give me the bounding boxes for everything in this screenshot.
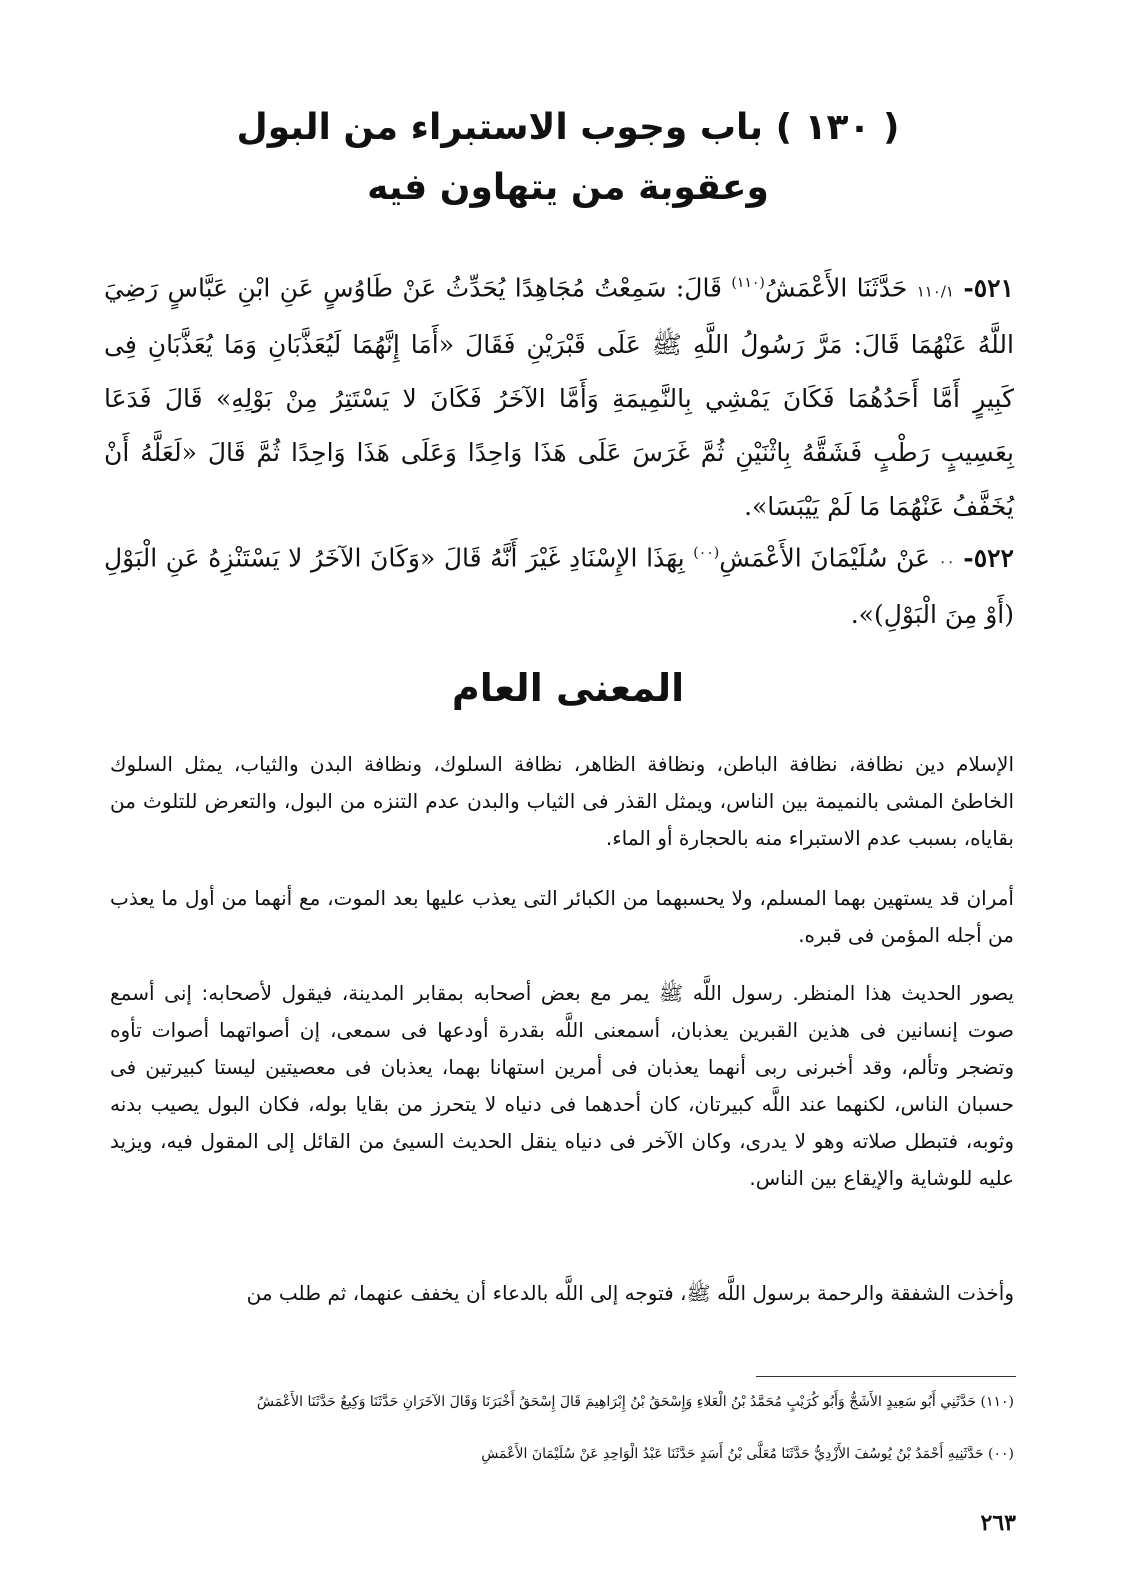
hadith-text: بِهَذَا الإِسْنَادِ غَيْرَ أَنَّهُ قَالَ «وَكَانَ الآخَرُ لا يَسْتَنْزِهُ عَنِ الْبَوْلِ (أَوْ مِنَ الْبَوْلِ)». (104, 543, 1014, 630)
footnote-00: (٠٠) حَدَّثَنِيهِ أَحْمَدُ بْنُ يُوسُفَ الأَزْدِيُّ حَدَّثَنَا مُعَلَّى بْنُ أَسَدٍ حَدَّثَنَا عَبْدُ الْوَاحِدِ عَنْ سُلَيْمَانَ الأَعْمَشِ (481, 1446, 1014, 1462)
chapter-title (90, 98, 1046, 218)
footnote-110: (١١٠) حَدَّثَنِي أَبُو سَعِيدٍ الأَشَجُّ وَأَبُو كُرَيْبٍ مُحَمَّدُ بْنُ الْعَلاءِ وَإِسْحَقُ بْنُ إِبْرَاهِيمَ قَالَ إِسْحَقُ أَخْبَرَنَا وَقَالَ الآخَرَانِ حَدَّثَنَا وَكِيعٌ حَدَّثَنَا الأَعْمَشُ (256, 1394, 1014, 1410)
page-number: ٢٦٣ (980, 1510, 1016, 1536)
paragraph-1: الإسلام دين نظافة، نظافة الباطن، ونظافة الظاهر، نظافة السلوك، ونظافة البدن والثياب، يمثل السلوك الخاطئ المشى بالنميمة بين الناس، ويمثل القذر فى الثياب والبدن عدم التنزه من البول، والتعرض للتلوث من بقاياه، بسبب عدم الاستبراء منه بالحجارة أو الماء. (110, 752, 1014, 850)
footnote-ref: (١١٠) (731, 275, 765, 291)
paragraph-3: يصور الحديث هذا المنظر. رسول اللَّه ﷺ يمر مع بعض أصحابه بمقابر المدينة، فيقول لأصحابه: إنى أسمع صوت إنسانين فى هذين القبرين يعذبان، أسمعنى اللَّه بقدرة أودعها فى سمعى، إن أصواتهما أصوات تأوه وتضجر وتألم، وقد أخبرنى ربى أنهما يعذبان فى أمرين استهانا بهما، يعذبان فى معصيتين ليستا كبيرتين فى حسبان الناس، لكنهما عند اللَّه كبيرتان، كان أحدهما فى دنياه لا يتحرز من بقايا بوله، فكان البول يصيب بدنه وثوبه، فتبطل صلاته وهو لا يدرى، وكان الآخر فى دنياه ينقل الحديث السيئ من القائل إلى المقول فيه، ويزيد عليه للوشاية والإيقاع بين الناس. (110, 981, 1014, 1190)
hadith-narrator: حَدَّثَنَا الأَعْمَشُ (764, 273, 908, 303)
paragraph-2: أمران قد يستهين بهما المسلم، ولا يحسبهما من الكبائر التى يعذب عليها بعد الموت، مع أنهما من أول ما يعذب من أجله المؤمن فى قبره. (110, 886, 1014, 947)
hadith-522 (104, 526, 1014, 642)
hadith-number: ٥٢٢- (963, 543, 1014, 573)
chapter-title-line-1: ( ١٣٠ ) باب وجوب الاستبراء من البول (236, 107, 900, 148)
hadith-number: ٥٢١- (963, 273, 1014, 303)
hadith-narrator: عَنْ سُلَيْمَانَ الأَعْمَشِ (719, 543, 930, 573)
paragraph-4: وأخذت الشفقة والرحمة برسول اللَّه ﷺ، فتوجه إلى اللَّه بالدعاء أن يخفف عنهما، ثم طلب من (246, 1281, 1014, 1305)
footnote-divider (756, 1376, 1016, 1377)
hadith-mark: ١١٠/١ (916, 282, 954, 301)
footnote-ref: (٠٠) (693, 545, 720, 561)
hadith-text: قَالَ: سَمِعْتُ مُجَاهِدًا يُحَدِّثُ عَنْ طَاوُسٍ عَنِ ابْنِ عَبَّاسٍ رَضِيَ اللَّهُ عَنْهُمَا قَالَ: مَرَّ رَسُولُ اللَّهِ ﷺ عَلَى قَبْرَيْنِ فَقَالَ «أَمَا إِنَّهُمَا لَيُعَذَّبَانِ وَمَا يُعَذَّبَانِ فِى كَبِيرٍ أَمَّا أَحَدُهُمَا فَكَانَ يَمْشِي بِالنَّمِيمَةِ وَأَمَّا الآخَرُ فَكَانَ لا يَسْتَتِرُ مِنْ بَوْلِهِ» قَالَ فَدَعَا بِعَسِيبٍ رَطْبٍ فَشَقَّهُ بِاثْنَيْنِ ثُمَّ غَرَسَ عَلَى هَذَا وَاحِدًا وَعَلَى هَذَا وَاحِدًا ثُمَّ قَالَ «لَعَلَّهُ أَنْ يُخَفَّفُ عَنْهُمَا مَا لَمْ يَيْبَسَا». (104, 273, 1014, 522)
section-title: المعنى العام (451, 666, 685, 710)
chapter-title-line-2: وعقوبة من يتهاون فيه (367, 167, 769, 208)
hadith-mark: ٠٠ (938, 552, 955, 571)
hadith-521 (104, 256, 1014, 534)
